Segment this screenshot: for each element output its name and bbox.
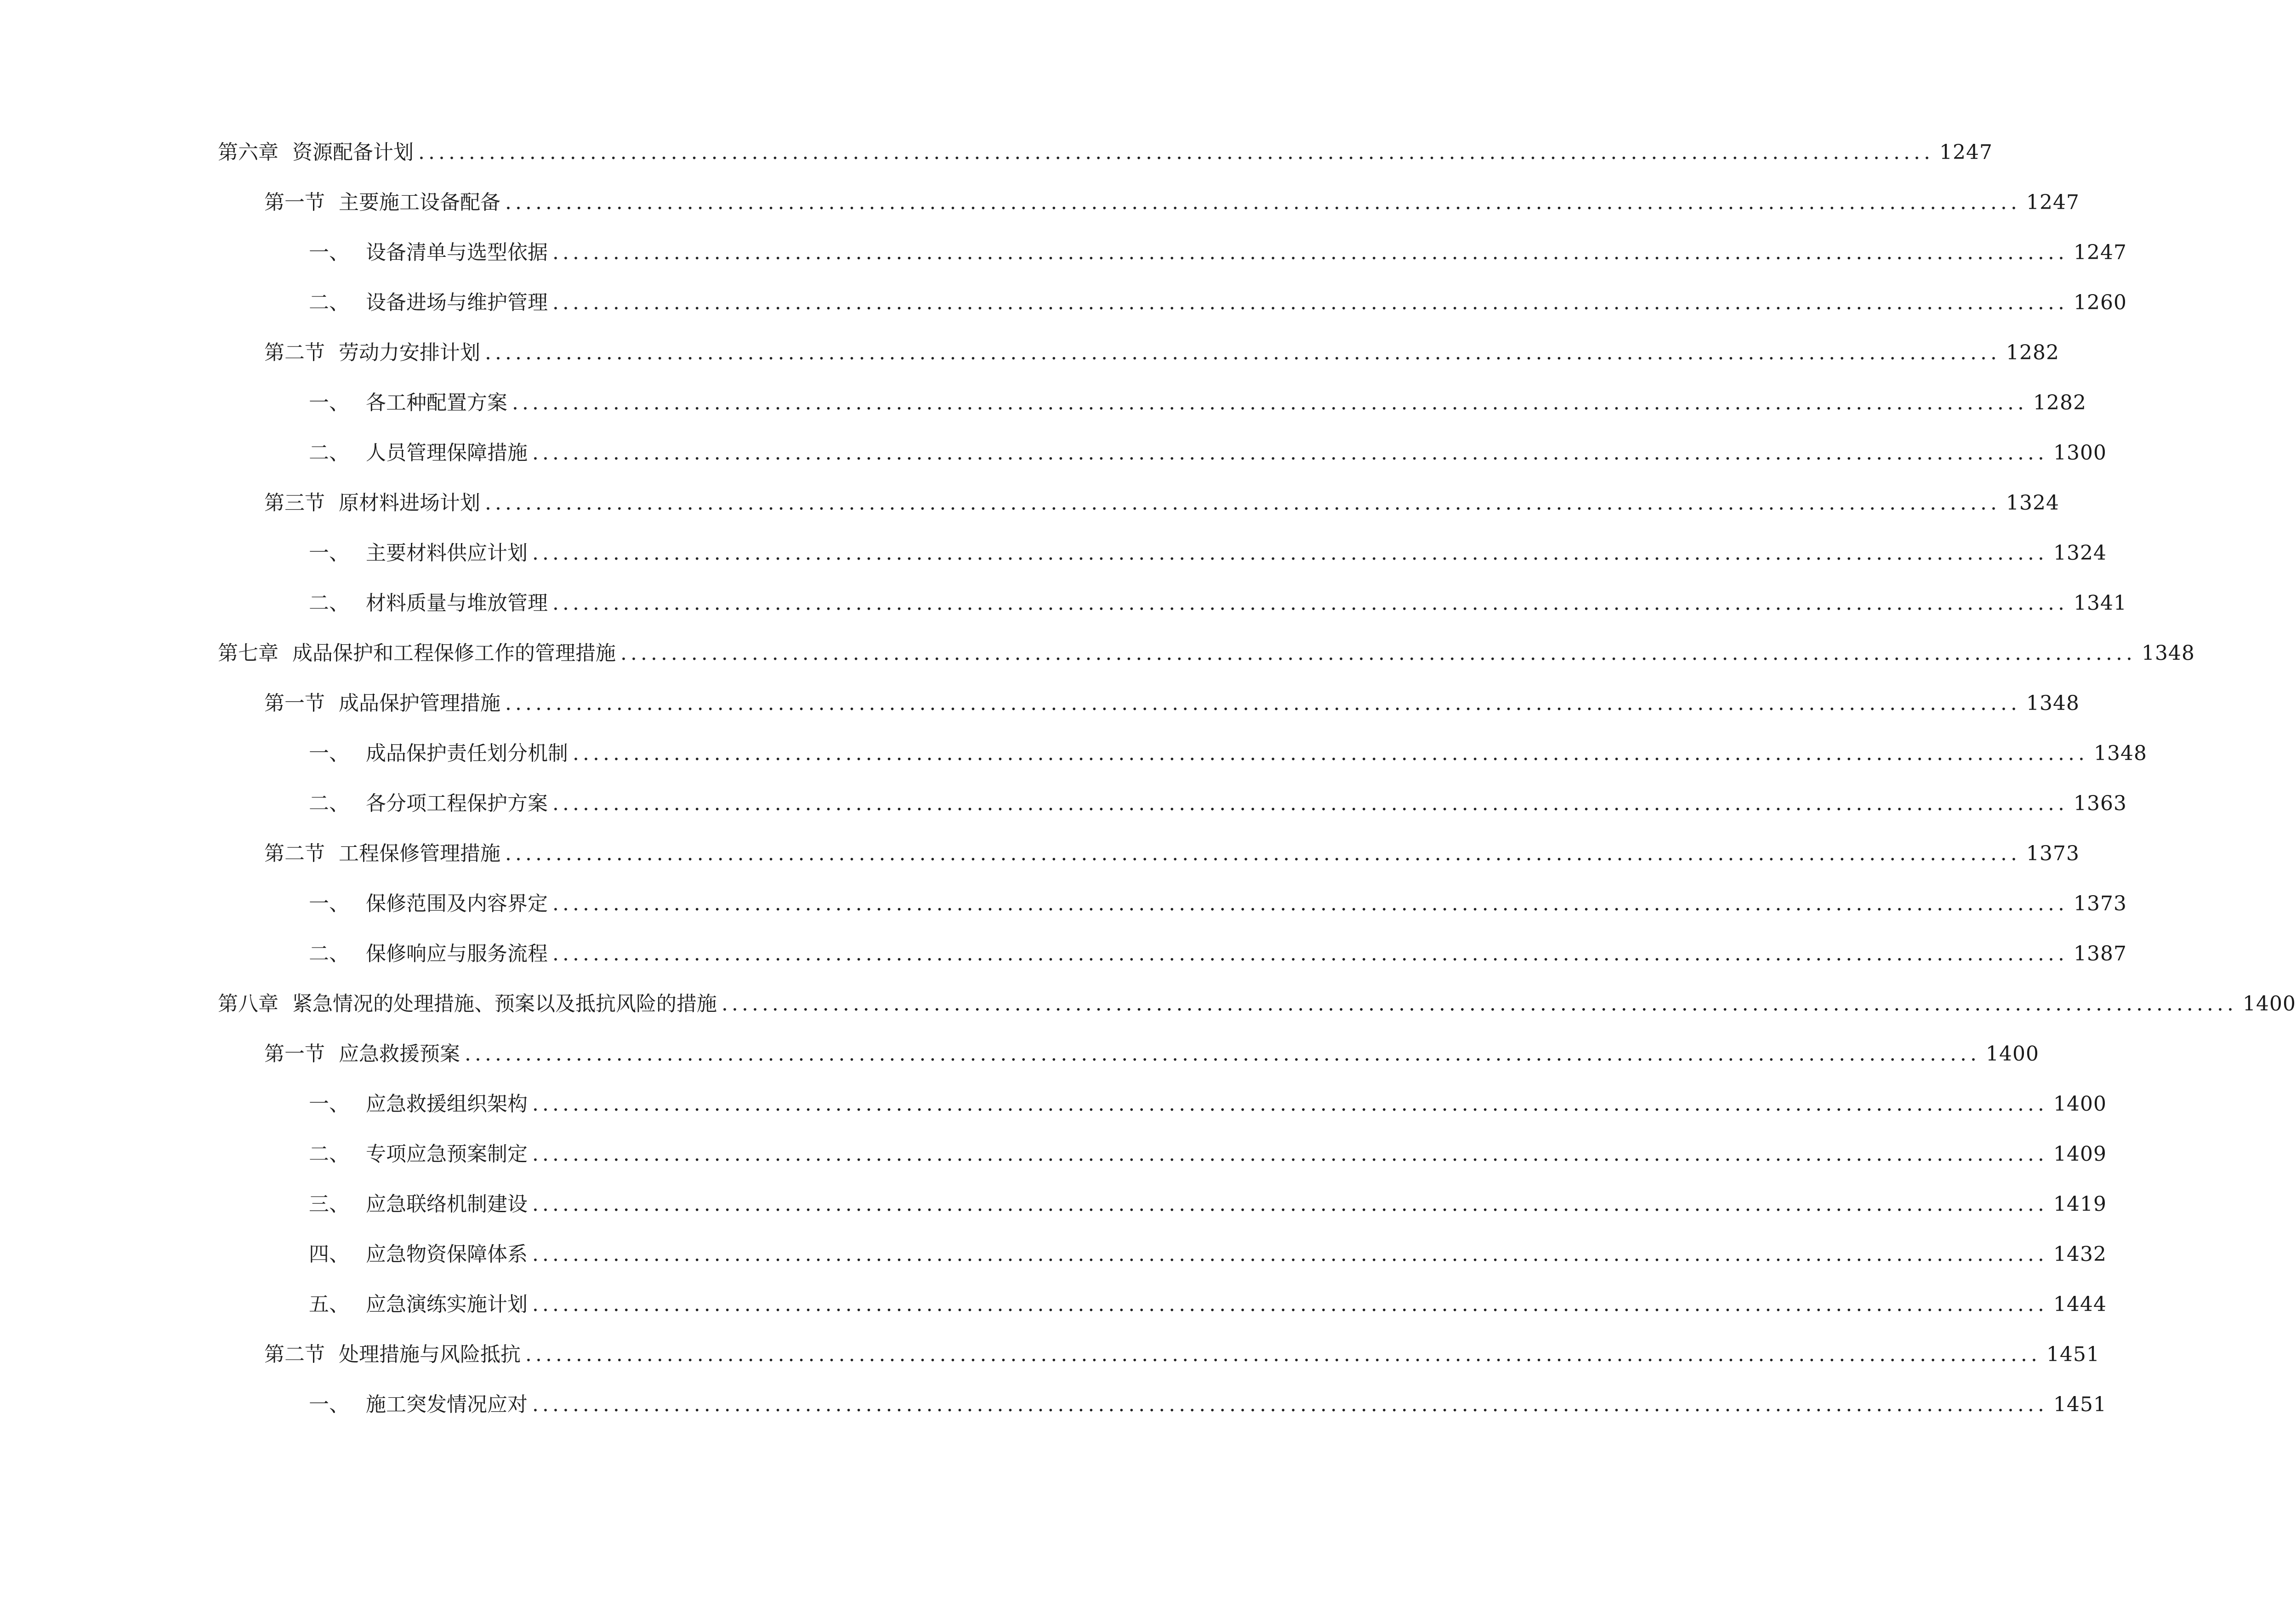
toc-page-number: 1432 — [2053, 1243, 2107, 1266]
toc-page-number: 1451 — [2046, 1343, 2100, 1366]
dot-leader: ...................................................................................................................................................... — [552, 241, 2068, 264]
toc-page-number: 1260 — [2073, 291, 2127, 314]
toc-page-number: 1348 — [2093, 742, 2147, 765]
toc-title: 应急救援组织架构 — [366, 1092, 528, 1116]
toc-title: 材料质量与堆放管理 — [366, 591, 548, 615]
toc-title: 主要材料供应计划 — [366, 541, 528, 565]
toc-label — [309, 1395, 528, 1415]
toc-page-number: 1300 — [2053, 441, 2107, 465]
dot-leader: ...................................................................................................................................................... — [552, 591, 2068, 615]
toc-page-number: 1348 — [2026, 692, 2080, 715]
dot-leader: ...................................................................................................................................................... — [532, 441, 2048, 465]
toc-number: 第三节 — [264, 491, 325, 515]
toc-title: 各分项工程保护方案 — [366, 792, 548, 815]
dot-leader: ...................................................................................................................................................... — [465, 1042, 1980, 1066]
toc-label — [309, 1294, 528, 1315]
toc-page-number: 1373 — [2026, 842, 2080, 865]
toc-page-number: 1324 — [2006, 491, 2059, 515]
toc-title: 保修响应与服务流程 — [366, 942, 548, 965]
toc-number: 第一节 — [264, 191, 325, 214]
dot-leader: ...................................................................................................................................................... — [573, 742, 2088, 765]
toc-label — [264, 844, 500, 864]
toc-page-number: 1409 — [2053, 1142, 2107, 1166]
toc-entry[interactable] — [0, 134, 1993, 171]
toc-number: 五、 — [309, 1293, 349, 1316]
toc-label — [264, 193, 500, 213]
toc-label — [309, 1144, 528, 1164]
toc-page-number: 1247 — [1939, 141, 1993, 164]
toc-title: 原材料进场计划 — [339, 491, 480, 515]
toc-entry[interactable] — [0, 835, 2080, 872]
toc-number: 二、 — [309, 792, 349, 815]
toc-title: 工程保修管理措施 — [339, 842, 500, 865]
toc-label — [264, 693, 500, 714]
toc-entry[interactable] — [0, 535, 2107, 572]
toc-number: 二、 — [309, 441, 349, 465]
toc-number: 第二节 — [264, 1343, 325, 1366]
toc-page-number: 1282 — [2033, 391, 2086, 414]
toc-page-number: 1419 — [2053, 1192, 2107, 1216]
dot-leader: ...................................................................................................................................................... — [532, 1092, 2048, 1116]
toc-page-number: 1451 — [2053, 1393, 2107, 1416]
dot-leader: ...................................................................................................................................................... — [532, 1243, 2048, 1266]
toc-entry[interactable] — [0, 385, 2086, 421]
toc-entry[interactable] — [0, 635, 2195, 672]
toc-page-number: 1400 — [1985, 1042, 2039, 1066]
toc-entry[interactable] — [0, 1086, 2107, 1123]
toc-label — [218, 142, 414, 163]
toc-title: 成品保护管理措施 — [339, 692, 500, 715]
dot-leader: ...................................................................................................................................................... — [485, 341, 2000, 364]
toc-entry[interactable] — [0, 1386, 2107, 1423]
toc-number: 一、 — [309, 742, 349, 765]
toc-entry[interactable] — [0, 234, 2127, 271]
toc-number: 一、 — [309, 892, 349, 915]
toc-label — [264, 1345, 521, 1365]
toc-number: 一、 — [309, 1092, 349, 1116]
toc-title: 紧急情况的处理措施、预案以及抵抗风险的措施 — [292, 992, 717, 1016]
toc-label — [309, 543, 528, 563]
toc-title: 人员管理保障措施 — [366, 441, 528, 465]
dot-leader: ...................................................................................................................................................... — [418, 141, 1934, 164]
toc-label — [218, 643, 616, 664]
toc-page-number: 1387 — [2073, 942, 2127, 965]
dot-leader: ...................................................................................................................................................... — [532, 541, 2048, 565]
dot-leader: ...................................................................................................................................................... — [620, 641, 2136, 665]
toc-page-number: 1400 — [2242, 992, 2296, 1016]
toc-label — [309, 293, 548, 313]
toc-title: 设备进场与维护管理 — [366, 291, 548, 314]
toc-number: 一、 — [309, 1393, 349, 1416]
toc-number: 一、 — [309, 241, 349, 264]
toc-entry[interactable] — [0, 885, 2127, 922]
toc-number: 第七章 — [218, 641, 278, 665]
toc-label — [309, 1094, 528, 1114]
toc-entry[interactable] — [0, 1186, 2107, 1223]
toc-label — [264, 1044, 460, 1064]
toc-number: 第二节 — [264, 842, 325, 865]
dot-leader: ...................................................................................................................................................... — [552, 291, 2068, 314]
toc-page-number: 1444 — [2053, 1293, 2107, 1316]
dot-leader: ...................................................................................................................................................... — [552, 792, 2068, 815]
toc-entry[interactable] — [0, 585, 2127, 622]
toc-number: 第二节 — [264, 341, 325, 364]
toc-title: 应急救援预案 — [339, 1042, 460, 1066]
toc-page-number: 1247 — [2026, 191, 2080, 214]
toc-title: 各工种配置方案 — [366, 391, 507, 414]
toc-number: 第六章 — [218, 141, 278, 164]
toc-page-number: 1341 — [2073, 591, 2127, 615]
toc-number: 四、 — [309, 1243, 349, 1266]
toc-label — [264, 343, 480, 363]
toc-entry[interactable] — [0, 685, 2080, 722]
toc-number: 第一节 — [264, 692, 325, 715]
toc-entry[interactable] — [0, 1036, 2039, 1073]
toc-title: 劳动力安排计划 — [339, 341, 480, 364]
toc-number: 一、 — [309, 541, 349, 565]
toc-label — [309, 944, 548, 964]
toc-entry[interactable] — [0, 785, 2127, 822]
dot-leader: ...................................................................................................................................................... — [525, 1343, 2041, 1366]
toc-label — [309, 443, 528, 463]
toc-number: 二、 — [309, 591, 349, 615]
toc-entry[interactable] — [0, 1336, 2100, 1373]
toc-entry[interactable] — [0, 184, 2080, 221]
dot-leader: ...................................................................................................................................................... — [552, 892, 2068, 915]
toc-title: 专项应急预案制定 — [366, 1142, 528, 1166]
dot-leader: ...................................................................................................................................................... — [532, 1293, 2048, 1316]
toc-entry[interactable] — [0, 735, 2147, 772]
dot-leader: ...................................................................................................................................................... — [532, 1192, 2048, 1216]
toc-number: 第八章 — [218, 992, 278, 1016]
toc-page-number: 1247 — [2073, 241, 2127, 264]
toc-entry[interactable] — [0, 485, 2059, 522]
toc-entry[interactable] — [0, 986, 2296, 1022]
toc-number: 二、 — [309, 942, 349, 965]
toc-page-number: 1400 — [2053, 1092, 2107, 1116]
dot-leader: ...................................................................................................................................................... — [552, 942, 2068, 965]
toc-title: 应急演练实施计划 — [366, 1293, 528, 1316]
toc-entry[interactable] — [0, 335, 2059, 371]
toc-label — [309, 393, 507, 413]
toc-label — [309, 1244, 528, 1265]
toc-title: 施工突发情况应对 — [366, 1393, 528, 1416]
toc-title: 资源配备计划 — [292, 141, 414, 164]
toc-number: 第一节 — [264, 1042, 325, 1066]
toc-title: 设备清单与选型依据 — [366, 241, 548, 264]
dot-leader: ...................................................................................................................................................... — [485, 491, 2000, 515]
toc-entry[interactable] — [0, 1286, 2107, 1323]
toc-label — [218, 994, 717, 1014]
toc-page-number: 1282 — [2006, 341, 2059, 364]
toc-title: 保修范围及内容界定 — [366, 892, 548, 915]
dot-leader: ...................................................................................................................................................... — [512, 391, 2028, 414]
dot-leader: ...................................................................................................................................................... — [532, 1393, 2048, 1416]
toc-page-number: 1348 — [2141, 641, 2195, 665]
dot-leader: ...................................................................................................................................................... — [722, 992, 2237, 1016]
toc-label — [309, 243, 548, 263]
dot-leader: ...................................................................................................................................................... — [505, 191, 2021, 214]
toc-number: 三、 — [309, 1192, 349, 1216]
toc-label — [309, 794, 548, 814]
toc-title: 主要施工设备配备 — [339, 191, 500, 214]
toc-entry[interactable] — [0, 1236, 2107, 1273]
toc-label — [309, 1194, 528, 1215]
toc-title: 处理措施与风险抵抗 — [339, 1343, 521, 1366]
toc-title: 成品保护和工程保修工作的管理措施 — [292, 641, 616, 665]
toc-label — [264, 493, 480, 513]
toc-title: 成品保护责任划分机制 — [366, 742, 568, 765]
toc-entry[interactable] — [0, 284, 2127, 321]
toc-label — [309, 744, 568, 764]
toc-number: 一、 — [309, 391, 349, 414]
dot-leader: ...................................................................................................................................................... — [505, 692, 2021, 715]
toc-title: 应急物资保障体系 — [366, 1243, 528, 1266]
toc-label — [309, 593, 548, 613]
toc-entry[interactable] — [0, 1136, 2107, 1173]
toc-title: 应急联络机制建设 — [366, 1192, 528, 1216]
toc-number: 二、 — [309, 1142, 349, 1166]
toc-label — [309, 894, 548, 914]
toc-entry[interactable] — [0, 936, 2127, 972]
toc-entry[interactable] — [0, 435, 2107, 471]
dot-leader: ...................................................................................................................................................... — [505, 842, 2021, 865]
toc-page-number: 1324 — [2053, 541, 2107, 565]
toc-number: 二、 — [309, 291, 349, 314]
dot-leader: ...................................................................................................................................................... — [532, 1142, 2048, 1166]
toc-page-number: 1363 — [2073, 792, 2127, 815]
toc-page-number: 1373 — [2073, 892, 2127, 915]
